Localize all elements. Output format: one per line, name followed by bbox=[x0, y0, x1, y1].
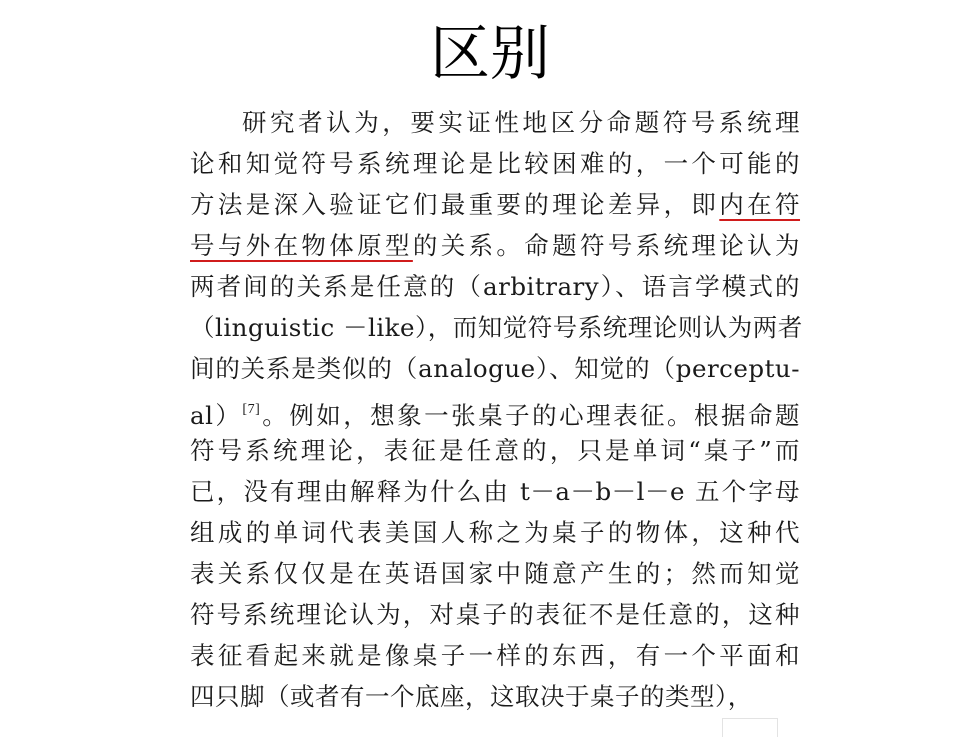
line-text: al） bbox=[190, 401, 243, 430]
line-text: 。例如，想象一张桌子的心理表征。根据命题 bbox=[260, 401, 800, 430]
paragraph-line: 已，没有理由解释为什么由 t－a－b－l－e 五个字母 bbox=[190, 477, 800, 506]
paragraph-line: 论和知觉符号系统理论是比较困难的，一个可能的 bbox=[190, 149, 800, 178]
paragraph-line: 研究者认为，要实证性地区分命题符号系统理 bbox=[242, 108, 800, 137]
paragraph-line: （linguistic －like），而知觉符号系统理论则认为两者 bbox=[190, 313, 803, 342]
paragraph-line: 两者间的关系是任意的（arbitrary）、语言学模式的 bbox=[190, 272, 800, 301]
paragraph-line: 组成的单词代表美国人称之为桌子的物体，这种代 bbox=[190, 518, 800, 547]
body-paragraph bbox=[190, 102, 803, 717]
underlined-phrase: 内在符 bbox=[719, 190, 801, 219]
paragraph-line bbox=[190, 184, 800, 225]
line-text: 的关系。命题符号系统理论认为 bbox=[412, 231, 801, 260]
paragraph-line: 表征看起来就是像桌子一样的东西，有一个平面和 bbox=[190, 641, 800, 670]
paragraph-line: 四只脚（或者有一个底座，这取决于桌子的类型）， bbox=[190, 682, 753, 711]
paragraph-line: 符号系统理论认为，对桌子的表征不是任意的，这种 bbox=[190, 600, 800, 629]
paragraph-line: 间的关系是类似的（analogue）、知觉的（perceptu- bbox=[190, 354, 800, 383]
line-text: 方法是深入验证它们最重要的理论差异，即 bbox=[190, 190, 720, 219]
page-corner-frame bbox=[722, 718, 778, 737]
slide-title: 区别 bbox=[430, 19, 550, 89]
citation-superscript: [7] bbox=[242, 402, 261, 417]
paragraph-line bbox=[190, 389, 800, 430]
underlined-phrase: 号与外在物体原型 bbox=[190, 231, 413, 260]
paragraph-line bbox=[190, 225, 800, 266]
paragraph-line: 表关系仅仅是在英语国家中随意产生的；然而知觉 bbox=[190, 559, 800, 588]
paragraph-line: 符号系统理论，表征是任意的，只是单词“桌子”而 bbox=[190, 436, 800, 465]
